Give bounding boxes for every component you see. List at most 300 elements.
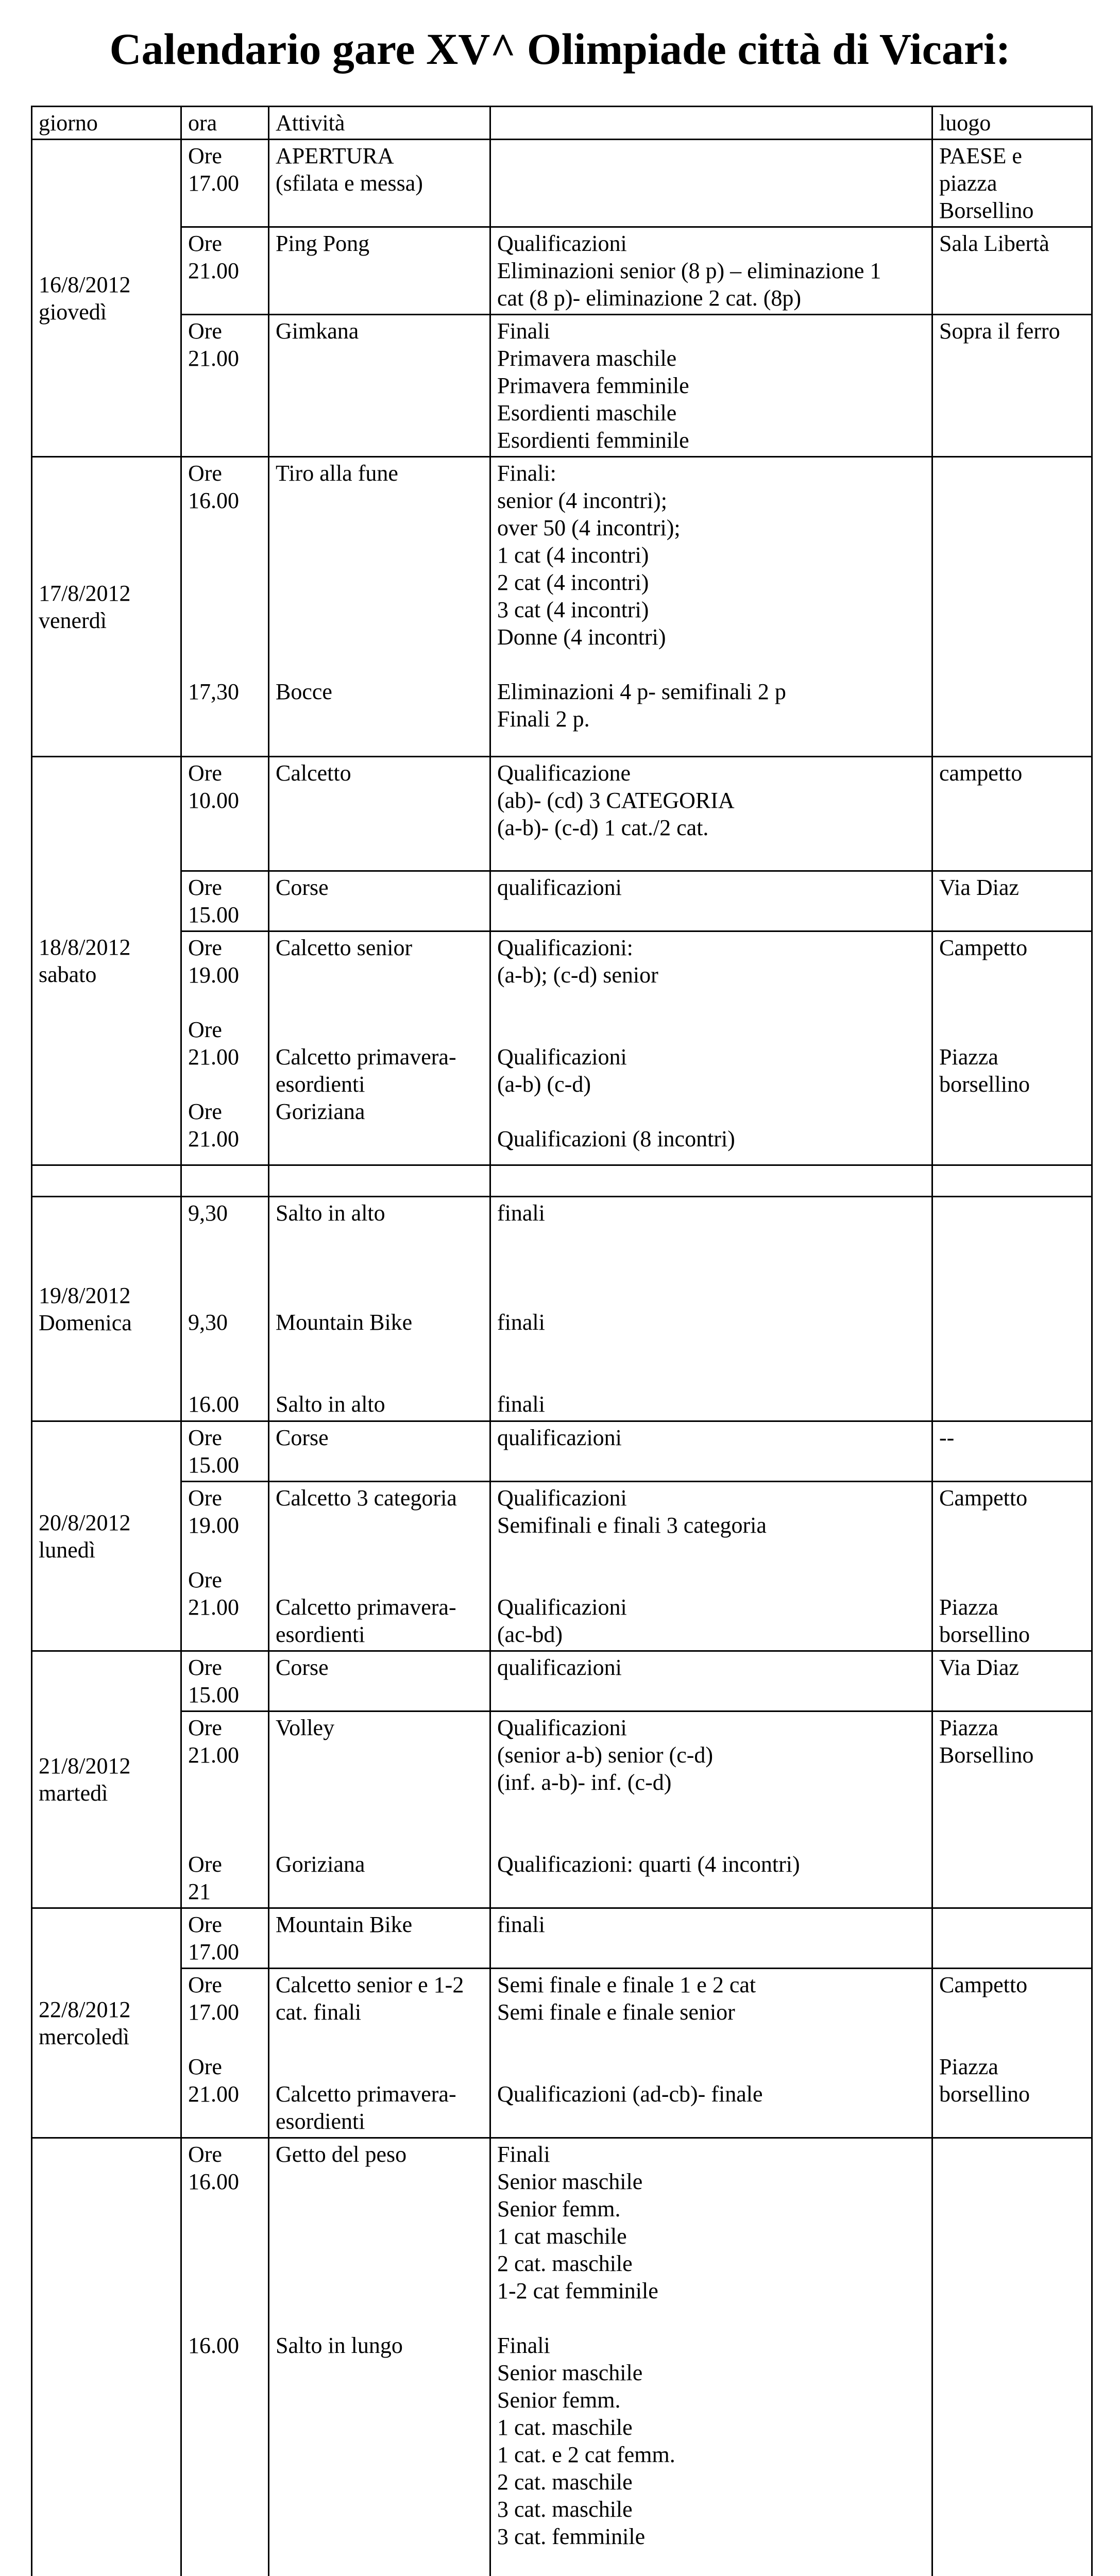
time-cell [181, 1651, 269, 1711]
detail-line: Qualificazioni: [497, 935, 633, 960]
table-row [32, 1197, 1092, 1421]
detail-line: Qualificazioni (ad-cb)- finale [497, 2081, 763, 2107]
activity-line [276, 2250, 483, 2277]
activity-line [276, 2496, 483, 2523]
venue-line: borsellino [939, 1072, 1030, 1097]
detail-line: Semifinali e finali 3 categoria [497, 1513, 767, 1538]
empty-cell [932, 1165, 1092, 1197]
activity-line: Corse [276, 875, 329, 900]
time-line [188, 2441, 262, 2468]
venue-cell [932, 931, 1092, 1165]
venue-cell [932, 1711, 1092, 1908]
activity-line [276, 541, 483, 569]
venue-line: Via Diaz [939, 875, 1019, 900]
activity-line [276, 2223, 483, 2250]
detail-line: Esordienti maschile [497, 400, 677, 426]
activity-line: Salto in alto [276, 1392, 385, 1417]
time-line: 17.00 [188, 1939, 239, 1964]
activity-cell [269, 227, 490, 315]
time-line: 19.00 [188, 962, 239, 988]
detail-line [497, 1254, 925, 1281]
activity-line [276, 1254, 483, 1281]
venue-line: piazza [939, 171, 997, 196]
time-line: Ore [188, 1972, 222, 1997]
header-ora: ora [181, 107, 269, 140]
detail-line: Qualificazioni (8 incontri) [497, 1126, 735, 1151]
detail-line: Qualificazioni [497, 1715, 627, 1740]
venue-line: -- [939, 1425, 955, 1450]
detail-line: (senior a-b) senior (c-d) [497, 1742, 714, 1768]
table-row [32, 2138, 1092, 2576]
time-line: 15.00 [188, 1452, 239, 1478]
document-title: Calendario gare XV^ Olimpiade città di Vicari: [109, 24, 1011, 74]
time-line [188, 2304, 262, 2332]
time-line [188, 514, 262, 541]
detail-line: 3 cat (4 incontri) [497, 597, 649, 622]
detail-line: Finali: [497, 461, 556, 486]
time-line [188, 2414, 262, 2441]
activity-line: (sfilata e messa) [276, 171, 423, 196]
time-line [188, 1769, 262, 1796]
activity-cell [269, 1711, 490, 1908]
venue-cell [932, 1651, 1092, 1711]
time-line: 19.00 [188, 1513, 239, 1538]
time-cell [181, 1969, 269, 2138]
activity-line: Calcetto [276, 760, 351, 786]
table-row [32, 1908, 1092, 1969]
day-label: venerdì [39, 607, 107, 633]
activity-line [276, 2386, 483, 2414]
schedule-table [31, 106, 1093, 2576]
time-line [188, 2523, 262, 2550]
header-luogo: luogo [932, 107, 1092, 140]
venue-line [939, 2026, 1085, 2053]
detail-line: (ab)- (cd) 3 CATEGORIA [497, 788, 735, 813]
time-line [188, 1539, 262, 1566]
activity-cell [269, 757, 490, 871]
detail-line [497, 1823, 925, 1851]
time-line: Ore [188, 1912, 222, 1937]
header-giorno: giorno [32, 107, 181, 140]
time-line: Ore [188, 2054, 222, 2079]
details-cell [490, 1969, 932, 2138]
time-line [188, 596, 262, 623]
detail-line: Qualificazioni: quarti (4 incontri) [497, 1852, 800, 1877]
details-cell [490, 140, 932, 227]
schedule-body [32, 140, 1092, 2576]
detail-line: 2 cat. maschile [497, 2469, 633, 2495]
time-cell [181, 1197, 269, 1421]
venue-line [939, 989, 1085, 1016]
activity-line [276, 2304, 483, 2332]
activity-line: Goriziana [276, 1099, 365, 1124]
activity-cell [269, 1969, 490, 2138]
detail-line: (inf. a-b)- inf. (c-d) [497, 1770, 672, 1795]
time-line [188, 2359, 262, 2386]
detail-line [497, 1336, 925, 1363]
time-line [188, 1227, 262, 1254]
activity-line [276, 1796, 483, 1823]
venue-line: PAESE e [939, 143, 1022, 168]
activity-line [276, 2468, 483, 2496]
venue-line: Piazza [939, 1044, 998, 1070]
time-line [188, 1336, 262, 1363]
detail-line: finali [497, 1912, 545, 1937]
time-line [188, 623, 262, 651]
venue-line: Campetto [939, 935, 1028, 960]
detail-line: Qualificazioni [497, 1485, 627, 1511]
table-row [32, 457, 1092, 757]
detail-line [497, 989, 925, 1016]
time-line: 9,30 [188, 1310, 228, 1335]
detail-line: 1 cat. e 2 cat femm. [497, 2442, 675, 2467]
activity-line: esordienti [276, 1622, 365, 1647]
detail-line: Senior femm. [497, 2196, 621, 2222]
time-cell [181, 1421, 269, 1482]
activity-line [276, 2168, 483, 2195]
detail-line: finali [497, 1310, 545, 1335]
time-cell [181, 2138, 269, 2576]
activity-line [276, 2441, 483, 2468]
venue-line: Piazza [939, 2054, 998, 2079]
detail-line: qualificazioni [497, 1655, 622, 1680]
time-cell [181, 1482, 269, 1651]
detail-line: (a-b)- (c-d) 1 cat./2 cat. [497, 815, 709, 840]
venue-line: borsellino [939, 1622, 1030, 1647]
day-cell [32, 1197, 181, 1421]
time-line [188, 2496, 262, 2523]
day-cell [32, 2138, 181, 2576]
time-line [188, 2195, 262, 2223]
time-line [188, 2386, 262, 2414]
day-label: 18/8/2012 [39, 935, 131, 960]
table-row [32, 1711, 1092, 1908]
time-line: Ore [188, 461, 222, 486]
day-label: martedì [39, 1781, 108, 1806]
detail-line: Qualificazioni [497, 231, 627, 256]
details-cell [490, 2138, 932, 2576]
detail-line: 2 cat. maschile [497, 2251, 633, 2276]
time-line: 21.00 [188, 2081, 239, 2107]
activity-line [276, 1769, 483, 1796]
venue-cell [932, 1421, 1092, 1482]
activity-line [276, 2026, 483, 2053]
activity-line [276, 1227, 483, 1254]
detail-line [497, 1363, 925, 1391]
venue-cell [932, 140, 1092, 227]
time-line [188, 2026, 262, 2053]
activity-line: APERTURA [276, 143, 394, 168]
table-row [32, 1651, 1092, 1711]
activity-line [276, 989, 483, 1016]
detail-line: 3 cat. femminile [497, 2524, 646, 2549]
time-line: 21.00 [188, 1126, 239, 1151]
activity-line [276, 2359, 483, 2386]
details-cell [490, 227, 932, 315]
activity-line: Calcetto primavera- [276, 1044, 456, 1070]
venue-line: Piazza [939, 1595, 998, 1620]
detail-line: Qualificazioni [497, 1044, 627, 1070]
day-cell [32, 1421, 181, 1651]
venue-line: Campetto [939, 1972, 1028, 1997]
detail-line [497, 2550, 925, 2576]
details-cell [490, 1711, 932, 1908]
activity-line: Salto in alto [276, 1200, 385, 1226]
details-cell [490, 757, 932, 871]
activity-line [276, 2550, 483, 2576]
time-line [188, 1823, 262, 1851]
activity-line: esordienti [276, 1072, 365, 1097]
detail-line: Senior maschile [497, 2169, 643, 2194]
detail-line: finali [497, 1392, 545, 1417]
detail-line: (a-b) (c-d) [497, 1072, 591, 1097]
detail-line: Semi finale e finale 1 e 2 cat [497, 1972, 756, 1997]
activity-line [276, 1016, 483, 1043]
detail-line: Finali [497, 2142, 550, 2167]
venue-line [939, 1998, 1085, 2026]
time-line: 16.00 [188, 2333, 239, 2358]
time-line: 21.00 [188, 1742, 239, 1768]
detail-line: over 50 (4 incontri); [497, 515, 681, 540]
detail-line [497, 1281, 925, 1309]
time-line: 16.00 [188, 2169, 239, 2194]
detail-line [497, 1098, 925, 1125]
time-cell [181, 931, 269, 1165]
detail-line: Qualificazioni [497, 1595, 627, 1620]
activity-line: Mountain Bike [276, 1912, 413, 1937]
table-row [32, 1482, 1092, 1651]
time-line: 15.00 [188, 902, 239, 927]
time-line: 15.00 [188, 1682, 239, 1707]
detail-line [497, 1227, 925, 1254]
detail-line: 2 cat (4 incontri) [497, 570, 649, 595]
table-row [32, 1421, 1092, 1482]
header-dettagli [490, 107, 932, 140]
activity-line: Ping Pong [276, 231, 370, 256]
activity-line: cat. finali [276, 1999, 362, 2025]
time-line: Ore [188, 875, 222, 900]
venue-line [939, 1512, 1085, 1539]
activity-cell [269, 1908, 490, 1969]
venue-cell [932, 1482, 1092, 1651]
details-cell [490, 315, 932, 457]
detail-line [497, 1566, 925, 1594]
activity-cell [269, 140, 490, 227]
activity-cell [269, 1421, 490, 1482]
time-line: Ore [188, 1852, 222, 1877]
detail-line: Senior femm. [497, 2387, 621, 2413]
detail-line: Senior maschile [497, 2360, 643, 2385]
time-line: Ore [188, 2142, 222, 2167]
activity-cell [269, 1651, 490, 1711]
empty-cell [32, 1165, 181, 1197]
table-row [32, 871, 1092, 931]
time-line [188, 541, 262, 569]
day-label: 19/8/2012 [39, 1282, 131, 1308]
time-line: Ore [188, 935, 222, 960]
details-cell [490, 871, 932, 931]
table-row [32, 757, 1092, 871]
time-line [188, 1254, 262, 1281]
activity-line: Calcetto 3 categoria [276, 1485, 457, 1511]
venue-cell [932, 1197, 1092, 1421]
day-cell [32, 1651, 181, 1908]
day-cell [32, 457, 181, 757]
time-line: Ore [188, 1425, 222, 1450]
day-label: Domenica [39, 1310, 132, 1335]
activity-line [276, 596, 483, 623]
day-label: 21/8/2012 [39, 1753, 131, 1778]
venue-line [939, 961, 1085, 989]
venue-cell [932, 227, 1092, 315]
detail-line: qualificazioni [497, 875, 622, 900]
detail-line: (a-b); (c-d) senior [497, 962, 658, 988]
details-cell [490, 457, 932, 757]
activity-cell [269, 871, 490, 931]
activity-cell [269, 457, 490, 757]
activity-line [276, 2277, 483, 2304]
activity-line [276, 2414, 483, 2441]
detail-line: Primavera femminile [497, 373, 689, 398]
venue-line: campetto [939, 760, 1023, 786]
header-row [32, 107, 1092, 140]
time-line: Ore [188, 760, 222, 786]
time-line: 10.00 [188, 788, 239, 813]
detail-line [497, 2053, 925, 2080]
detail-line: Eliminazioni 4 p- semifinali 2 p [497, 679, 786, 704]
detail-line: Finali [497, 2333, 550, 2358]
activity-line [276, 1823, 483, 1851]
table-row [32, 227, 1092, 315]
time-cell [181, 871, 269, 931]
activity-line [276, 2523, 483, 2550]
activity-line [276, 961, 483, 989]
time-line [188, 2550, 262, 2576]
table-row [32, 315, 1092, 457]
time-line [188, 989, 262, 1016]
day-label: sabato [39, 962, 97, 987]
detail-line: finali [497, 1200, 545, 1226]
time-line [188, 569, 262, 596]
day-label: 20/8/2012 [39, 1510, 131, 1535]
activity-line [276, 1336, 483, 1363]
day-cell [32, 1908, 181, 2138]
activity-line [276, 2195, 483, 2223]
activity-line: Corse [276, 1425, 329, 1450]
activity-line [276, 651, 483, 678]
empty-cell [269, 1165, 490, 1197]
venue-cell [932, 1908, 1092, 1969]
time-line [188, 2277, 262, 2304]
venue-cell [932, 457, 1092, 757]
day-cell [32, 757, 181, 1165]
activity-line: Calcetto primavera- [276, 2081, 456, 2107]
time-cell [181, 1711, 269, 1908]
detail-line: qualificazioni [497, 1425, 622, 1450]
time-line: Ore [188, 1099, 222, 1124]
time-line: Ore [188, 1567, 222, 1592]
time-line: Ore [188, 318, 222, 344]
detail-line [497, 1796, 925, 1823]
day-label: lunedì [39, 1537, 95, 1563]
venue-line: Piazza [939, 1715, 998, 1740]
activity-line: Tiro alla fune [276, 461, 398, 486]
time-line [188, 651, 262, 678]
venue-line: Sala Libertà [939, 231, 1049, 256]
detail-line: Esordienti femminile [497, 428, 689, 453]
detail-line: 1 cat (4 incontri) [497, 543, 649, 568]
detail-line: Semi finale e finale senior [497, 1999, 735, 2025]
details-cell [490, 1421, 932, 1482]
activity-cell [269, 1197, 490, 1421]
details-cell [490, 1908, 932, 1969]
time-line [188, 1363, 262, 1391]
detail-line: 1 cat maschile [497, 2224, 627, 2249]
activity-line: Bocce [276, 679, 332, 704]
time-line: Ore [188, 231, 222, 256]
time-line: 21.00 [188, 258, 239, 283]
time-line: 9,30 [188, 1200, 228, 1226]
time-line [188, 2468, 262, 2496]
detail-line: Finali 2 p. [497, 706, 590, 732]
table-row [32, 931, 1092, 1165]
venue-line: Sopra il ferro [939, 318, 1060, 344]
spacer-row [32, 1165, 1092, 1197]
time-line: 17,30 [188, 679, 239, 704]
venue-line: Borsellino [939, 198, 1034, 223]
activity-line [276, 1539, 483, 1566]
time-cell [181, 757, 269, 871]
detail-line: Qualificazione [497, 760, 631, 786]
time-line [188, 1281, 262, 1309]
time-line: 17.00 [188, 171, 239, 196]
detail-line: senior (4 incontri); [497, 488, 667, 513]
venue-cell [932, 2138, 1092, 2576]
time-line [188, 1796, 262, 1823]
time-line: Ore [188, 143, 222, 168]
activity-line [276, 487, 483, 514]
time-line: 16.00 [188, 488, 239, 513]
table-row [32, 140, 1092, 227]
venue-cell [932, 1969, 1092, 2138]
activity-line [276, 1512, 483, 1539]
activity-line: Calcetto primavera- [276, 1595, 456, 1620]
activity-cell [269, 315, 490, 457]
venue-line [939, 1566, 1085, 1594]
details-cell [490, 1651, 932, 1711]
activity-line: Calcetto senior e 1-2 [276, 1972, 464, 1997]
time-line: 21.00 [188, 1595, 239, 1620]
activity-line [276, 569, 483, 596]
activity-line: Calcetto senior [276, 935, 413, 960]
venue-line: borsellino [939, 2081, 1030, 2107]
activity-cell [269, 931, 490, 1165]
activity-line [276, 1281, 483, 1309]
activity-line [276, 623, 483, 651]
time-line [188, 1071, 262, 1098]
detail-line [497, 1539, 925, 1566]
detail-line: cat (8 p)- eliminazione 2 cat. (8p) [497, 285, 802, 311]
activity-line: Corse [276, 1655, 329, 1680]
activity-line [276, 1741, 483, 1769]
venue-line: Borsellino [939, 1742, 1034, 1768]
detail-line: (ac-bd) [497, 1622, 563, 1647]
details-cell [490, 1197, 932, 1421]
activity-line [276, 514, 483, 541]
activity-line [276, 1566, 483, 1594]
activity-line: Volley [276, 1715, 335, 1740]
time-cell [181, 315, 269, 457]
